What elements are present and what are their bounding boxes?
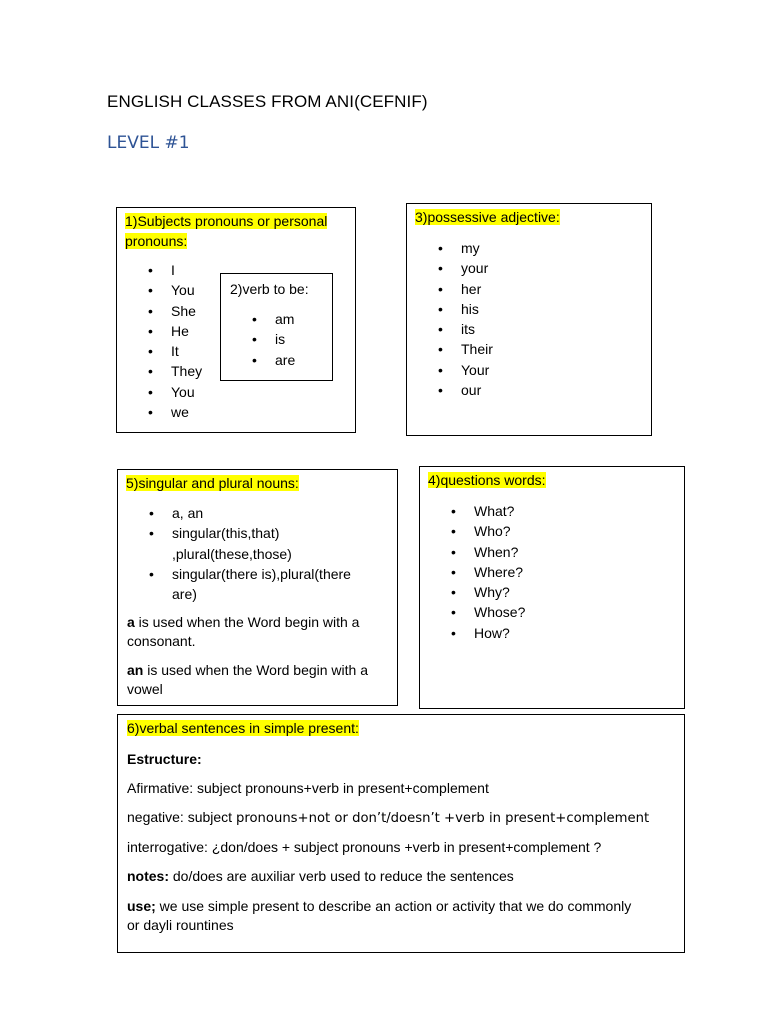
list-item: • Where? — [448, 562, 525, 582]
question-words-heading — [428, 470, 546, 490]
use-text: or dayli rountines — [127, 917, 234, 933]
list-item: • our — [435, 380, 493, 400]
list-item: • Why? — [448, 582, 525, 602]
heading-line: pronouns: — [125, 233, 188, 249]
possessive-adjective-box — [406, 203, 652, 436]
question-words-box — [419, 466, 685, 709]
list-item: • They — [145, 361, 202, 381]
negative-prefix: negative: subject — [127, 809, 236, 825]
list-item: • my — [435, 238, 493, 258]
notes-line — [127, 867, 514, 886]
list-item: • What? — [448, 501, 525, 521]
list-item: • a, an — [146, 503, 351, 523]
list-item: • You — [145, 280, 202, 300]
list-item: • Whose? — [448, 602, 525, 622]
list-item: • Your — [435, 360, 493, 380]
document-title: ENGLISH CLASSES FROM ANI(CEFNIF) — [107, 92, 428, 111]
note-text: is used when the Word begin with a — [143, 662, 368, 678]
note-text: vowel — [127, 681, 163, 697]
heading-line: 3)possessive adjective: — [415, 209, 560, 225]
negative-line — [127, 808, 649, 828]
list-item: • her — [435, 279, 493, 299]
notes-text: do/does are auxiliar verb used to reduce the sentences — [169, 868, 514, 884]
heading-line: 5)singular and plural nouns: — [126, 475, 299, 491]
use-text: we use simple present to describe an action or activity that we do commonly — [155, 898, 632, 914]
list-item: • Who? — [448, 521, 525, 541]
bold-term: an — [127, 662, 144, 678]
list-item: • You — [145, 382, 202, 402]
singular-plural-list — [146, 503, 351, 604]
bold-term: notes: — [127, 868, 169, 884]
list-item: • I — [145, 260, 202, 280]
note-text: is used when the Word begin with a — [134, 614, 360, 630]
item-line: singular(there is),plural(there — [172, 565, 351, 582]
list-item — [146, 564, 351, 605]
verb-to-be-heading: 2)verb to be: — [230, 281, 309, 297]
article-an-note — [127, 661, 368, 699]
bold-term: Estructure: — [127, 751, 202, 767]
item-line: ,plural(these,those) — [172, 545, 292, 562]
list-item: • Their — [435, 339, 493, 359]
list-item: • are — [249, 350, 295, 370]
list-item: • am — [249, 309, 295, 329]
question-words-list — [448, 501, 525, 643]
verb-to-be-list — [249, 309, 295, 370]
article-a-note — [127, 613, 359, 651]
simple-present-box — [117, 714, 685, 953]
list-item: • your — [435, 258, 493, 278]
list-item — [146, 523, 351, 564]
structure-label — [127, 750, 202, 769]
singular-plural-nouns-box — [117, 469, 398, 706]
item-line: are) — [172, 586, 197, 603]
use-line — [127, 897, 631, 935]
bold-term: a — [127, 614, 135, 630]
list-item: • When? — [448, 542, 525, 562]
list-item: • He — [145, 321, 202, 341]
singular-plural-heading — [126, 473, 299, 493]
item-line: singular(this,that) — [172, 525, 280, 542]
list-item: • we — [145, 402, 202, 422]
heading-line: 4)questions words: — [428, 472, 546, 488]
verb-to-be-box — [220, 273, 333, 381]
note-text: consonant. — [127, 633, 196, 649]
list-item: • its — [435, 319, 493, 339]
list-item: • It — [145, 341, 202, 361]
list-item: • She — [145, 301, 202, 321]
heading-line: 6)verbal sentences in simple present: — [127, 720, 359, 736]
possessive-adjective-heading — [415, 207, 560, 227]
affirmative-line: Afirmative: subject pronouns+verb in present+complement — [127, 780, 489, 796]
possessive-adjective-list — [435, 238, 493, 400]
heading-line: 1)Subjects pronouns or personal — [125, 213, 328, 229]
subject-pronouns-heading — [125, 211, 327, 251]
interrogative-line: interrogative: ¿don/does + subject pronouns +verb in present+complement ? — [127, 839, 602, 855]
bold-term: use; — [127, 898, 156, 914]
simple-present-heading — [127, 718, 359, 738]
list-item: • How? — [448, 623, 525, 643]
level-heading: LEVEL #1 — [107, 133, 190, 153]
list-item: • his — [435, 299, 493, 319]
subject-pronouns-list — [145, 260, 202, 422]
negative-rest: pronouns+not or don’t/doesn’t +verb in present+complement — [235, 811, 650, 826]
list-item: • is — [249, 329, 295, 349]
